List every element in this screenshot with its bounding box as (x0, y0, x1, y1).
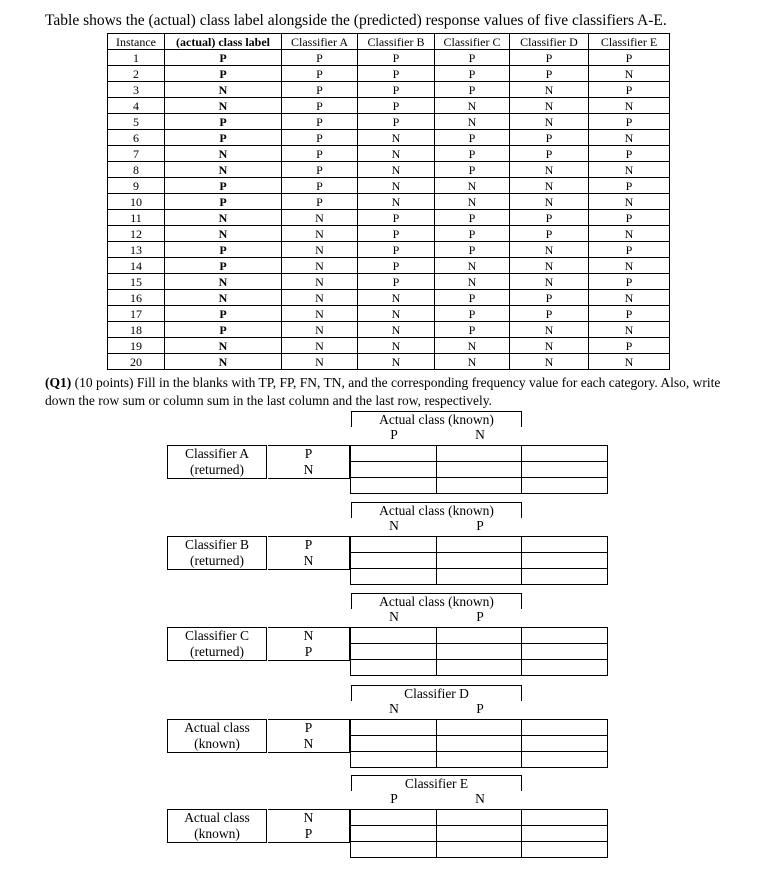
table-row (108, 146, 670, 162)
row-title-line: Classifier C (184, 628, 250, 643)
prediction-cell: P (510, 130, 589, 146)
matrix-row-label: P (304, 720, 313, 735)
prediction-cell: N (510, 338, 589, 354)
table-row (108, 226, 670, 242)
prediction-cell: N (589, 290, 670, 306)
prediction-cell: N (435, 98, 510, 114)
prediction-cell: P (282, 162, 358, 178)
matrix-row-values (268, 719, 350, 753)
prediction-cell: N (510, 194, 589, 210)
prediction-cell: N (589, 354, 670, 370)
matrix-column-label: P (390, 427, 398, 442)
prediction-cell: N (589, 226, 670, 242)
prediction-cell: P (589, 210, 670, 226)
matrix-blank-cell[interactable] (522, 720, 608, 736)
instance-cell: 10 (108, 194, 165, 210)
matrix-grid (350, 536, 608, 585)
row-title-line: Classifier A (184, 446, 250, 461)
matrix-blank-cell[interactable] (436, 810, 522, 826)
prediction-cell: N (282, 274, 358, 290)
matrix-blank-cell[interactable] (522, 569, 608, 585)
table-row (108, 66, 670, 82)
matrix-blank-cell[interactable] (351, 826, 437, 842)
header-classifier-d: Classifier D (510, 34, 589, 50)
matrix-blank-cell[interactable] (522, 826, 608, 842)
table-row (108, 50, 670, 66)
matrix-header-title: Actual class (known) (351, 502, 522, 518)
matrix-blank-cell[interactable] (351, 644, 437, 660)
matrix-row-title (167, 445, 267, 479)
table-row (108, 194, 670, 210)
prediction-cell: N (358, 130, 435, 146)
prediction-cell: N (510, 242, 589, 258)
prediction-cell: N (282, 290, 358, 306)
table-row (108, 162, 670, 178)
row-title-line: (returned) (190, 644, 244, 659)
matrix-blank-cell[interactable] (522, 553, 608, 569)
row-title-line: (known) (194, 736, 240, 751)
matrix-header-title: Actual class (known) (351, 411, 522, 427)
table-row (108, 322, 670, 338)
table-row (108, 98, 670, 114)
header-classifier-b: Classifier B (358, 34, 435, 50)
prediction-cell: P (282, 146, 358, 162)
matrix-blank-cell[interactable] (436, 553, 522, 569)
table-row (108, 274, 670, 290)
matrix-header-title: Classifier E (351, 775, 522, 791)
matrix-blank-cell[interactable] (436, 644, 522, 660)
actual-label-cell: P (165, 130, 282, 146)
prediction-cell: P (435, 146, 510, 162)
prediction-cell: P (510, 210, 589, 226)
prediction-cell: P (435, 322, 510, 338)
prediction-cell: P (510, 290, 589, 306)
prediction-cell: N (589, 66, 670, 82)
matrix-blank-cell[interactable] (436, 478, 522, 494)
actual-label-cell: N (165, 210, 282, 226)
matrix-column-label: P (476, 518, 484, 533)
actual-label-cell: P (165, 258, 282, 274)
prediction-cell: P (435, 306, 510, 322)
matrix-blank-cell[interactable] (351, 720, 437, 736)
prediction-cell: P (282, 130, 358, 146)
table-row (108, 290, 670, 306)
prediction-cell: P (358, 258, 435, 274)
prediction-cell: N (510, 114, 589, 130)
matrix-row-label: N (303, 736, 314, 751)
prediction-cell: P (510, 146, 589, 162)
row-title-line: (known) (194, 826, 240, 841)
matrix-column-label: P (390, 791, 398, 806)
prediction-cell: P (358, 98, 435, 114)
matrix-blank-cell[interactable] (522, 478, 608, 494)
instance-cell: 3 (108, 82, 165, 98)
actual-label-cell: P (165, 194, 282, 210)
header-actual-label: (actual) class label (165, 34, 282, 50)
confusion-block (0, 592, 774, 682)
instance-cell: 20 (108, 354, 165, 370)
row-title-line: Actual class (184, 810, 250, 825)
prediction-cell: P (589, 146, 670, 162)
actual-label-cell: P (165, 114, 282, 130)
question-q1 (45, 374, 735, 410)
row-title-line: Actual class (184, 720, 250, 735)
matrix-blank-cell[interactable] (522, 462, 608, 478)
prediction-cell: P (589, 50, 670, 66)
prediction-cell: N (510, 354, 589, 370)
matrix-row-values (268, 809, 350, 843)
table-row (108, 130, 670, 146)
matrix-row-values (268, 536, 350, 570)
matrix-row-title (167, 536, 267, 570)
prediction-cell: N (435, 178, 510, 194)
prediction-cell: N (358, 354, 435, 370)
prediction-cell: P (435, 290, 510, 306)
prediction-cell: P (282, 98, 358, 114)
matrix-blank-cell[interactable] (522, 736, 608, 752)
prediction-cell: N (282, 258, 358, 274)
prediction-cell: N (589, 258, 670, 274)
matrix-row-label: P (304, 446, 313, 461)
matrix-blank-cell[interactable] (436, 752, 522, 768)
prediction-cell: P (589, 114, 670, 130)
actual-label-cell: P (165, 242, 282, 258)
matrix-blank-cell[interactable] (351, 569, 437, 585)
matrix-blank-cell[interactable] (351, 752, 437, 768)
prediction-cell: N (510, 322, 589, 338)
matrix-row-label: P (304, 826, 313, 841)
confusion-block (0, 410, 774, 500)
table-row (108, 210, 670, 226)
confusion-block (0, 684, 774, 774)
prediction-cell: N (589, 322, 670, 338)
prediction-cell: P (589, 306, 670, 322)
actual-label-cell: N (165, 338, 282, 354)
prediction-cell: N (358, 146, 435, 162)
prediction-cell: N (358, 306, 435, 322)
matrix-column-label: N (475, 791, 485, 806)
instance-cell: 9 (108, 178, 165, 194)
question-text: (10 points) Fill in the blanks with TP, FP, FN, TN, and the corresponding frequency value for each category. Also, write down the row sum or column sum in the last column and the last row, respectively. (45, 375, 721, 408)
matrix-blank-cell[interactable] (351, 736, 437, 752)
matrix-blank-cell[interactable] (436, 720, 522, 736)
row-title-line: Classifier B (184, 537, 250, 552)
matrix-row-values (268, 627, 350, 661)
actual-label-cell: N (165, 354, 282, 370)
actual-label-cell: N (165, 98, 282, 114)
actual-label-cell: N (165, 290, 282, 306)
prediction-cell: N (510, 258, 589, 274)
prediction-cell: N (282, 322, 358, 338)
matrix-blank-cell[interactable] (351, 628, 437, 644)
prediction-cell: P (435, 210, 510, 226)
matrix-blank-cell[interactable] (351, 462, 437, 478)
matrix-blank-cell[interactable] (436, 537, 522, 553)
prediction-cell: P (358, 210, 435, 226)
header-classifier-e: Classifier E (589, 34, 670, 50)
prediction-cell: N (435, 194, 510, 210)
instance-cell: 5 (108, 114, 165, 130)
prediction-cell: N (589, 130, 670, 146)
instance-cell: 6 (108, 130, 165, 146)
row-title-line: (returned) (190, 553, 244, 568)
prediction-cell: N (282, 338, 358, 354)
instance-cell: 1 (108, 50, 165, 66)
instance-cell: 17 (108, 306, 165, 322)
prediction-cell: P (510, 226, 589, 242)
matrix-blank-cell[interactable] (351, 553, 437, 569)
prediction-cell: P (589, 178, 670, 194)
actual-label-cell: P (165, 50, 282, 66)
prediction-cell: N (358, 322, 435, 338)
actual-label-cell: N (165, 226, 282, 242)
actual-label-cell: P (165, 306, 282, 322)
matrix-blank-cell[interactable] (436, 736, 522, 752)
matrix-column-label: N (389, 701, 399, 716)
prediction-cell: P (510, 66, 589, 82)
prediction-cell: N (435, 338, 510, 354)
actual-label-cell: P (165, 178, 282, 194)
matrix-row-label: N (303, 462, 314, 477)
matrix-blank-cell[interactable] (351, 660, 437, 676)
matrix-row-title (167, 719, 267, 753)
prediction-cell: N (282, 354, 358, 370)
prediction-cell: P (435, 66, 510, 82)
prediction-cell: N (282, 226, 358, 242)
prediction-cell: P (435, 50, 510, 66)
table-row (108, 178, 670, 194)
prediction-cell: N (435, 114, 510, 130)
header-classifier-a: Classifier A (282, 34, 358, 50)
table-header-row (108, 34, 670, 50)
matrix-blank-cell[interactable] (436, 462, 522, 478)
prediction-cell: N (282, 242, 358, 258)
prediction-cell: P (435, 226, 510, 242)
table-row (108, 114, 670, 130)
prediction-cell: N (282, 210, 358, 226)
prediction-cell: P (358, 66, 435, 82)
intro-text: Table shows the (actual) class label alongside the (predicted) response values of five classifiers A-E. (45, 12, 667, 29)
prediction-cell: N (589, 194, 670, 210)
instance-cell: 14 (108, 258, 165, 274)
prediction-cell: P (358, 114, 435, 130)
prediction-cell: N (435, 258, 510, 274)
prediction-cell: P (510, 306, 589, 322)
header-classifier-c: Classifier C (435, 34, 510, 50)
actual-label-cell: P (165, 322, 282, 338)
actual-label-cell: N (165, 274, 282, 290)
matrix-column-label: P (476, 609, 484, 624)
prediction-cell: P (435, 82, 510, 98)
prediction-cell: N (510, 98, 589, 114)
matrix-row-label: N (303, 628, 314, 643)
matrix-row-label: P (304, 537, 313, 552)
matrix-header-title: Actual class (known) (351, 593, 522, 609)
actual-label-cell: N (165, 146, 282, 162)
instance-cell: 13 (108, 242, 165, 258)
instance-cell: 2 (108, 66, 165, 82)
matrix-row-label: P (304, 644, 313, 659)
prediction-cell: P (435, 130, 510, 146)
instance-cell: 15 (108, 274, 165, 290)
classifier-table (107, 33, 670, 370)
prediction-cell: P (589, 274, 670, 290)
matrix-blank-cell[interactable] (522, 842, 608, 858)
matrix-blank-cell[interactable] (351, 478, 437, 494)
instance-cell: 19 (108, 338, 165, 354)
instance-cell: 16 (108, 290, 165, 306)
prediction-cell: P (282, 66, 358, 82)
matrix-grid (350, 719, 608, 768)
matrix-blank-cell[interactable] (522, 537, 608, 553)
table-row (108, 258, 670, 274)
prediction-cell: P (282, 82, 358, 98)
prediction-cell: P (282, 194, 358, 210)
matrix-column-label: N (389, 609, 399, 624)
prediction-cell: P (589, 82, 670, 98)
matrix-blank-cell[interactable] (436, 628, 522, 644)
instance-cell: 12 (108, 226, 165, 242)
matrix-blank-cell[interactable] (522, 660, 608, 676)
prediction-cell: P (358, 226, 435, 242)
matrix-grid (350, 445, 608, 494)
matrix-blank-cell[interactable] (436, 446, 522, 462)
row-title-line: (returned) (190, 462, 244, 477)
matrix-blank-cell[interactable] (522, 628, 608, 644)
matrix-blank-cell[interactable] (436, 842, 522, 858)
matrix-blank-cell[interactable] (522, 810, 608, 826)
prediction-cell: P (358, 82, 435, 98)
prediction-cell: N (358, 162, 435, 178)
prediction-cell: P (358, 242, 435, 258)
matrix-column-label: N (475, 427, 485, 442)
prediction-cell: N (589, 162, 670, 178)
prediction-cell: N (282, 306, 358, 322)
matrix-blank-cell[interactable] (436, 826, 522, 842)
matrix-blank-cell[interactable] (351, 842, 437, 858)
prediction-cell: P (358, 274, 435, 290)
matrix-header-title: Classifier D (351, 685, 522, 701)
prediction-cell: N (435, 354, 510, 370)
matrix-row-title (167, 809, 267, 843)
prediction-cell: N (435, 274, 510, 290)
table-row (108, 306, 670, 322)
table-row (108, 242, 670, 258)
instance-cell: 4 (108, 98, 165, 114)
confusion-block (0, 774, 774, 864)
matrix-blank-cell[interactable] (436, 569, 522, 585)
matrix-column-label: N (389, 518, 399, 533)
table-row (108, 338, 670, 354)
header-instance: Instance (108, 34, 165, 50)
instance-cell: 8 (108, 162, 165, 178)
prediction-cell: P (282, 114, 358, 130)
table-row (108, 354, 670, 370)
instance-cell: 11 (108, 210, 165, 226)
matrix-blank-cell[interactable] (351, 446, 437, 462)
prediction-cell: N (358, 290, 435, 306)
matrix-grid (350, 809, 608, 858)
table-row (108, 82, 670, 98)
matrix-row-label: N (303, 810, 314, 825)
prediction-cell: P (510, 50, 589, 66)
matrix-row-title (167, 627, 267, 661)
prediction-cell: N (510, 274, 589, 290)
instance-cell: 18 (108, 322, 165, 338)
matrix-blank-cell[interactable] (522, 752, 608, 768)
actual-label-cell: N (165, 82, 282, 98)
prediction-cell: N (358, 194, 435, 210)
prediction-cell: P (435, 242, 510, 258)
prediction-cell: N (510, 162, 589, 178)
confusion-block (0, 501, 774, 591)
instance-cell: 7 (108, 146, 165, 162)
matrix-blank-cell[interactable] (522, 446, 608, 462)
actual-label-cell: P (165, 66, 282, 82)
prediction-cell: N (358, 338, 435, 354)
matrix-grid (350, 627, 608, 676)
prediction-cell: N (510, 178, 589, 194)
prediction-cell: N (510, 82, 589, 98)
matrix-blank-cell[interactable] (351, 810, 437, 826)
matrix-row-label: N (303, 553, 314, 568)
prediction-cell: N (358, 178, 435, 194)
prediction-cell: N (589, 98, 670, 114)
prediction-cell: P (589, 242, 670, 258)
matrix-blank-cell[interactable] (351, 537, 437, 553)
prediction-cell: P (358, 50, 435, 66)
prediction-cell: P (282, 178, 358, 194)
matrix-row-values (268, 445, 350, 479)
matrix-blank-cell[interactable] (522, 644, 608, 660)
matrix-blank-cell[interactable] (436, 660, 522, 676)
question-label: (Q1) (45, 375, 72, 390)
actual-label-cell: N (165, 162, 282, 178)
prediction-cell: P (282, 50, 358, 66)
prediction-cell: P (589, 338, 670, 354)
matrix-column-label: P (476, 701, 484, 716)
prediction-cell: P (435, 162, 510, 178)
